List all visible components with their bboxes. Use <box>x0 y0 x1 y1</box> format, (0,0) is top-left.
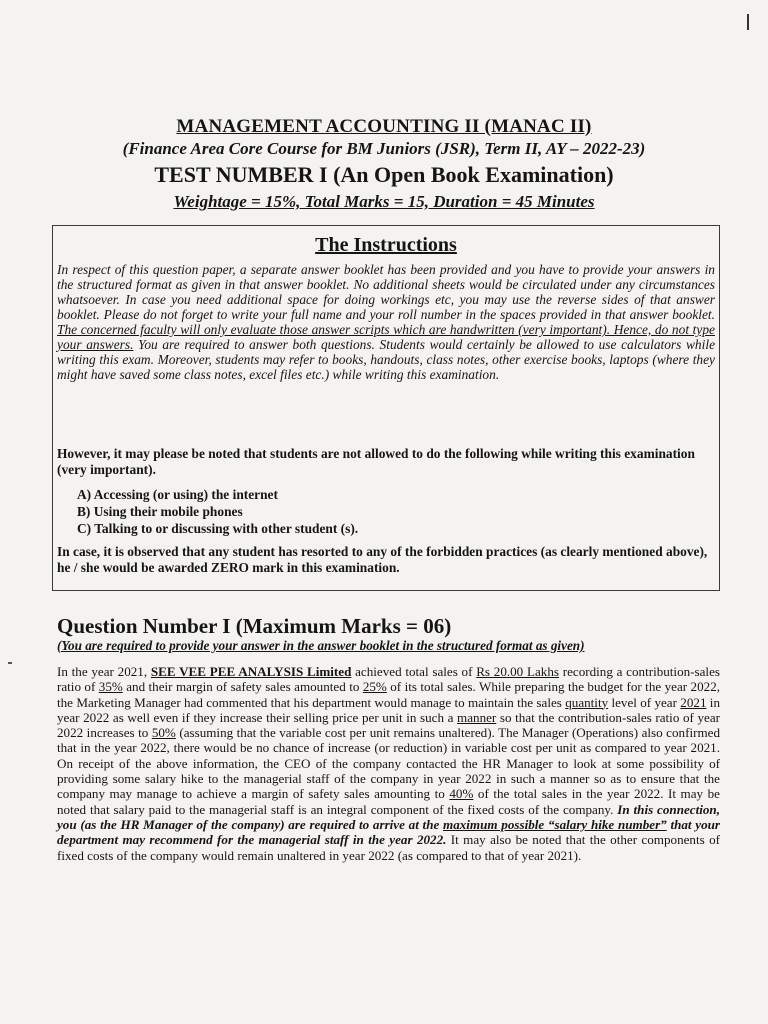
cs-ratio-value: 35% <box>98 679 123 695</box>
year-value: 2021 <box>680 694 707 710</box>
question-body <box>57 664 720 863</box>
body-text: of the total sales in the year 2022. It may be noted that salary paid to the managerial staff is an integral component of the fixed costs of the company. <box>57 786 720 817</box>
body-text: of its total sales. While preparing the budget for the year 2022, the Marketing Manager had commented that his department would manage to maintain the sales <box>57 679 721 710</box>
instructions-text-b: You are required to answer both questions. Students would certainly be allowed to use calculators while writing this exam. Moreover, students may refer to books, handouts, class notes, other exercise books, laptops (where they might have saved some class notes, excel files etc.) while writing this examination. <box>57 337 716 382</box>
manner-word: manner <box>457 709 497 725</box>
instructions-paragraph <box>57 262 715 382</box>
test-title: TEST NUMBER I (An Open Book Examination) <box>154 162 614 187</box>
body-text: so that the contribution-sales ratio of year 2022 increases to <box>57 709 720 741</box>
body-text: (assuming that the variable cost per unit remains unaltered). The Manager (Operations) also confirmed that in the year 2022, there would be no chance of increase (or reduction) in variable cost per unit as compared to year 2021. On receipt of the above information, the CEO of the company contacted the HR Manager to look at some possibility of providing some salary hike to the managerial staff of the company in year 2022 in such a manner so as to ensure that the company may manage to achieve a margin of safety sales amounting to <box>57 725 720 802</box>
forbidden-list <box>77 486 637 537</box>
body-text: It may also be noted that the other components of fixed costs of the company would remain unaltered in year 2022 (as compared to that of year 2021). <box>57 832 720 863</box>
instructions-box <box>52 225 720 591</box>
mos-value: 25% <box>362 679 387 695</box>
body-text: in year 2022 as well even if they increase their selling price per unit in such a <box>57 694 720 725</box>
list-item: A) Accessing (or using) the internet <box>77 487 278 502</box>
margin-mark <box>8 662 12 664</box>
corner-mark <box>747 14 749 30</box>
task-text-underlined: maximum possible “salary hike number” <box>443 816 667 832</box>
body-text: recording a contribution-sales ratio of <box>57 664 720 695</box>
question-title: Question Number I (Maximum Marks = 06) <box>57 614 452 638</box>
list-item: B) Using their mobile phones <box>77 504 243 519</box>
body-text: level of year <box>608 694 681 710</box>
sales-value: Rs 20.00 Lakhs <box>476 664 559 679</box>
restriction-note: However, it may please be noted that students are not allowed to do the following while writing this examination (very important). <box>57 446 695 477</box>
new-cs-ratio-value: 50% <box>151 725 176 741</box>
instructions-text-underlined: The concerned faculty will only evaluate those answer scripts which are handwritten (very important). Hence, do not type your answers. <box>57 322 715 352</box>
course-title: MANAGEMENT ACCOUNTING II (MANAC II) <box>176 116 592 137</box>
company-name: SEE VEE PEE ANALYSIS Limited <box>150 664 352 679</box>
body-text: achieved total sales of <box>351 664 477 679</box>
task-text: that your department may recommend for the managerial staff in the year 2022. <box>57 816 721 848</box>
course-subtitle: (Finance Area Core Course for BM Juniors (JSR), Term II, AY – 2022-23) <box>122 139 646 158</box>
instructions-text-a: In respect of this question paper, a separate answer booklet has been provided and you have to provide your answers in the structured format as given in that answer booklet. No additional sheets would be circulated under any circumstances whatsoever. In case you need additional space for doing workings etc, you may use the reverse sides of that answer booklet. Please do not forget to write your full name and your roll number in the spaces provided in that answer booklet. <box>57 262 715 322</box>
instructions-heading: The Instructions <box>315 234 457 256</box>
test-meta: Weightage = 15%, Total Marks = 15, Duration = 45 Minutes <box>173 192 595 211</box>
new-mos-value: 40% <box>449 786 474 802</box>
body-text: In the year 2021, <box>57 664 151 679</box>
task-text: In this connection, you (as the HR Manager of the company) are required to arrive at the <box>57 801 720 832</box>
list-item: C) Talking to or discussing with other student (s). <box>77 521 359 536</box>
penalty-note: In case, it is observed that any student has resorted to any of the forbidden practices (as clearly mentioned above), he / she would be awarded ZERO mark in this examination. <box>57 544 708 575</box>
question-subtitle: (You are required to provide your answer in the answer booklet in the structured format as given) <box>57 638 585 653</box>
quantity-word: quantity <box>565 694 609 710</box>
body-text: and their margin of safety sales amounted to <box>122 679 363 695</box>
